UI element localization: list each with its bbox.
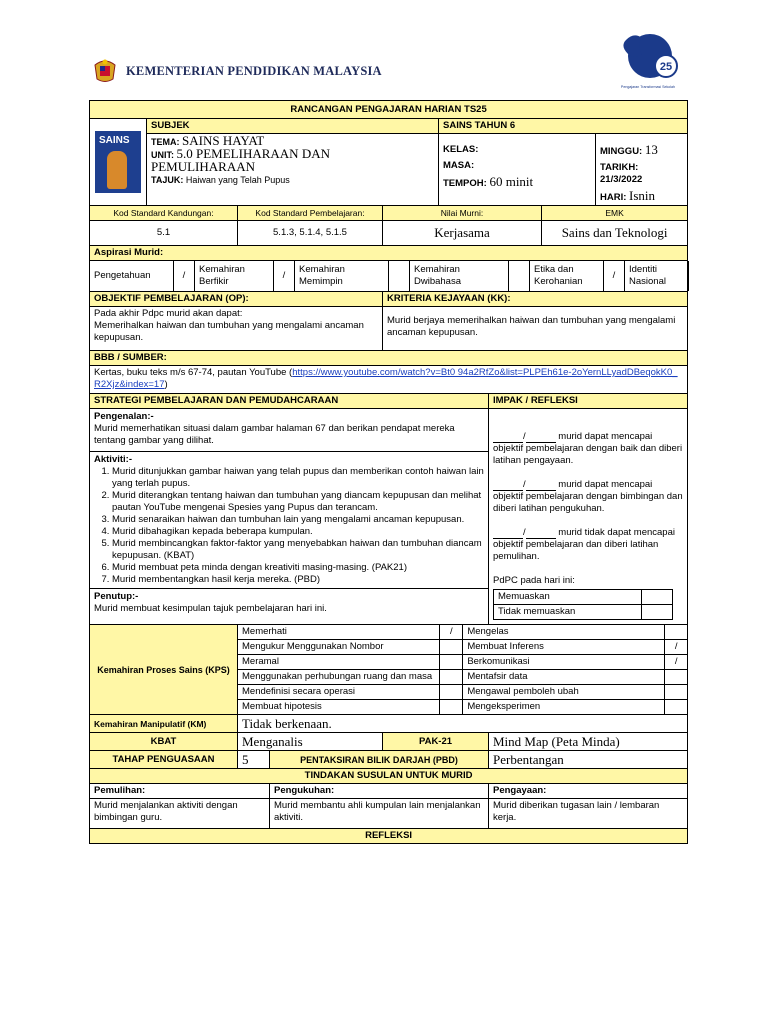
kbat-label: KBAT <box>90 733 238 751</box>
pbd-label: PENTAKSIRAN BILIK DARJAH (PBD) <box>270 751 489 769</box>
pengayaan-text: Murid diberikan tugasan lain / lembaran kerja. <box>489 799 688 829</box>
pak-value: Mind Map (Peta Minda) <box>489 733 688 751</box>
pdpc-table <box>493 589 673 620</box>
malaysia-crest-icon <box>92 57 118 85</box>
aspirasi-label: Aspirasi Murid: <box>90 246 688 261</box>
ksk-value: 5.1 <box>90 221 238 246</box>
aktiviti-label: Aktiviti:- <box>94 454 132 465</box>
aspirasi-dwibahasa-mark <box>509 261 530 291</box>
km-label: Kemahiran Manipulatif (KM) <box>90 715 238 733</box>
kps-inferens: Membuat Inferens <box>463 640 665 655</box>
tema-value: SAINS HAYAT <box>182 133 265 148</box>
kps-mengukur: Mengukur Menggunakan Nombor <box>238 640 440 655</box>
strategi-cell <box>90 409 489 625</box>
impak-label: IMPAK / REFLEKSI <box>489 394 688 409</box>
aspirasi-grid <box>90 261 689 291</box>
kps-mengeksperimen-mark <box>665 700 688 715</box>
kps-berkomunikasi-mark: / <box>665 655 688 670</box>
aspirasi-etika: Etika dan Kerohanian <box>530 261 604 291</box>
penutup-text: Murid membuat kesimpulan tajuk pembelajaran hari ini. <box>94 603 327 614</box>
tajuk-value: Haiwan yang Telah Pupus <box>185 175 290 185</box>
aspirasi-dwibahasa: Kemahiran Dwibahasa <box>410 261 509 291</box>
kk-text: Murid berjaya memerihalkan haiwan dan tumbuhan yang mengalami ancaman kepupusan. <box>383 307 688 351</box>
ksp-label: Kod Standard Pembelajaran: <box>238 206 383 221</box>
tajuk-label: TAJUK: <box>151 175 184 185</box>
subjek-label: SUBJEK <box>147 119 439 134</box>
emk-value: Sains dan Teknologi <box>542 221 688 246</box>
ts25-logo <box>614 26 682 92</box>
memuaskan-label: Memuaskan <box>494 590 642 605</box>
tema-label: TEMA: <box>151 137 180 147</box>
strategi-label: STRATEGI PEMBELAJARAN DAN PEMUDAHCARAAN <box>90 394 489 409</box>
op-label: OBJEKTIF PEMBELAJARAN (OP): <box>90 292 383 307</box>
kps-mengawal: Mengawal pemboleh ubah <box>463 685 665 700</box>
kps-cell <box>238 625 688 715</box>
lesson-plan-sheet <box>89 100 687 888</box>
kps-ruang-masa: Menggunakan perhubungan ruang dan masa <box>238 670 440 685</box>
km-value: Tidak berkenaan. <box>238 715 688 733</box>
aspirasi-memimpin: Kemahiran Memimpin <box>295 261 389 291</box>
hari-label: HARI: <box>600 192 627 203</box>
tindakan-label: TINDAKAN SUSULAN UNTUK MURID <box>90 769 688 784</box>
kps-mengukur-mark <box>440 640 463 655</box>
aspirasi-etika-mark: / <box>604 261 625 291</box>
aktiviti-item: 6. Murid membuat peta minda dengan kreativiti masing-masing. (PAK21) <box>112 562 484 574</box>
aspirasi-berfikir-mark: / <box>274 261 295 291</box>
kps-mengeksperimen: Mengeksperimen <box>463 700 665 715</box>
kps-mentafsir: Mentafsir data <box>463 670 665 685</box>
ksp-value: 5.1.3, 5.1.4, 5.1.5 <box>238 221 383 246</box>
tema-unit-tajuk <box>147 134 439 206</box>
unit-value: 5.0 PEMELIHARAAN DAN PEMULIHARAAN <box>151 146 330 174</box>
emk-label: EMK <box>542 206 688 221</box>
youtube-link[interactable]: https://www.youtube.com/watch?v=Bt0 94a2RfZo&list=PLPEh61e-2oYernLLyadDBeqokK0_R2Xjz&index=17 <box>94 367 678 390</box>
kps-mengelas-mark <box>665 625 688 640</box>
kps-memerhati: Memerhati <box>238 625 440 640</box>
tarikh-label: TARIKH: <box>600 162 639 173</box>
kk-label: KRITERIA KEJAYAAN (KK): <box>383 292 688 307</box>
masa-label: MASA: <box>443 160 475 171</box>
op-intro: Pada akhir Pdpc murid akan dapat: <box>94 308 243 319</box>
impak-pemulihan: / murid tidak dapat mencapai objektif pembelajaran dan diberi latihan pemulihan. <box>493 527 675 562</box>
pengayaan-label: Pengayaan: <box>489 784 688 799</box>
kps-berkomunikasi: Berkomunikasi <box>463 655 665 670</box>
kps-label: Kemahiran Proses Sains (KPS) <box>90 625 238 715</box>
pengenalan-text: Murid memerhatikan situasi dalam gambar halaman 67 dan berikan pendapat mereka tentang gambar yang dilihat. <box>94 423 455 446</box>
tidak-memuaskan-checkbox[interactable] <box>642 605 673 620</box>
tempoh-label: TEMPOH: <box>443 178 487 189</box>
pengukuhan-label: Pengukuhan: <box>270 784 489 799</box>
aspirasi-memimpin-mark <box>389 261 410 291</box>
aspirasi-pengetahuan-mark: / <box>174 261 195 291</box>
kps-mengawal-mark <box>665 685 688 700</box>
aktiviti-item: 2. Murid diterangkan tentang haiwan dan tumbuhan yang diancam kepupusan dan melihat pautan YouTube mengenai Spesies yang Pupus dan terancam. <box>112 490 484 514</box>
aspirasi-berfikir: Kemahiran Berfikir <box>195 261 274 291</box>
pbd-value: Perbentangan <box>489 751 688 769</box>
ts25-logo-subtitle: Pengajaran Transformasi Sekolah <box>620 85 676 89</box>
penutup-label: Penutup:- <box>94 591 139 602</box>
kps-mentafsir-mark <box>665 670 688 685</box>
kps-hipotesis-mark <box>440 700 463 715</box>
aktiviti-item: 7. Murid membentangkan hasil kerja mereka. (PBD) <box>112 574 484 586</box>
refleksi-label: REFLEKSI <box>90 829 688 844</box>
kelas-masa-tempoh <box>439 134 596 206</box>
impak-cell <box>489 409 688 625</box>
ministry-header <box>92 56 382 86</box>
kbat-value: Menganalis <box>238 733 383 751</box>
tempoh-value: 60 minit <box>489 174 534 189</box>
textbook-cover-title: SAINS <box>99 135 130 146</box>
ministry-name: KEMENTERIAN PENDIDIKAN MALAYSIA <box>126 63 382 78</box>
textbook-cover <box>90 119 147 206</box>
pak-label: PAK-21 <box>383 733 489 751</box>
bbb-cell <box>90 366 688 394</box>
pemulihan-label: Pemulihan: <box>90 784 270 799</box>
kelas-label: KELAS: <box>443 144 479 155</box>
op-text: Memerihalkan haiwan dan tumbuhan yang mengalami ancaman kepupusan. <box>94 320 364 343</box>
tahap-value: 5 <box>238 751 270 769</box>
pdpc-label: PdPC pada hari ini: <box>493 575 575 586</box>
memuaskan-checkbox[interactable] <box>642 590 673 605</box>
hari-value: Isnin <box>629 188 656 203</box>
aktiviti-item: 3. Murid senaraikan haiwan dan tumbuhan lain yang mengalami ancaman kepupusan. <box>112 514 484 526</box>
kps-mengelas: Mengelas <box>463 625 665 640</box>
pengenalan-label: Pengenalan:- <box>94 411 154 422</box>
bbb-label: BBB / SUMBER: <box>90 351 688 366</box>
aktiviti-item: 5. Murid membincangkan faktor-faktor yang menyebabkan haiwan dan tumbuhan diancam kepupusan. (KBAT) <box>112 538 484 562</box>
minggu-label: MINGGU: <box>600 146 643 157</box>
kps-grid <box>238 625 687 714</box>
kps-memerhati-mark: / <box>440 625 463 640</box>
impak-bimbingan: / murid dapat mencapai objektif pembelajaran dengan bimbingan dan diberi latihan pengukuhan. <box>493 479 683 514</box>
aktiviti-list <box>94 466 484 586</box>
subjek-value: SAINS TAHUN 6 <box>439 119 688 134</box>
nilai-label: Nilai Murni: <box>383 206 542 221</box>
ts25-logo-number: 25 <box>659 61 673 73</box>
kps-mendefinisi-mark <box>440 685 463 700</box>
tarikh-value: 21/3/2022 <box>600 174 643 185</box>
nilai-value: Kerjasama <box>383 221 542 246</box>
unit-label: UNIT: <box>151 150 174 160</box>
tidak-memuaskan-label: Tidak memuaskan <box>494 605 642 620</box>
impak-baik: / murid dapat mencapai objektif pembelajaran dengan baik dan diberi latihan pengayaan. <box>493 431 683 466</box>
kps-meramal: Meramal <box>238 655 440 670</box>
kps-meramal-mark <box>440 655 463 670</box>
ksk-label: Kod Standard Kandungan: <box>90 206 238 221</box>
kps-mendefinisi: Mendefinisi secara operasi <box>238 685 440 700</box>
aspirasi-identiti: Identiti Nasional <box>625 261 689 291</box>
aktiviti-item: 1. Murid ditunjukkan gambar haiwan yang telah pupus dan memberikan contoh haiwan lain yang terlah pupus. <box>112 466 484 490</box>
minggu-tarikh-hari <box>596 134 688 206</box>
op-cell <box>90 307 383 351</box>
kps-ruang-masa-mark <box>440 670 463 685</box>
aspirasi-pengetahuan: Pengetahuan <box>90 261 174 291</box>
lesson-plan-table <box>89 100 688 844</box>
kps-inferens-mark: / <box>665 640 688 655</box>
aspirasi-row <box>90 261 688 292</box>
bbb-text: Kertas, buku teks m/s 67-74, pautan YouTube ( <box>94 367 293 378</box>
minggu-value: 13 <box>644 142 658 157</box>
aktiviti-item: 4. Murid dibahagikan kepada beberapa kumpulan. <box>112 526 484 538</box>
pengukuhan-text: Murid membantu ahli kumpulan lain menjalankan aktiviti. <box>270 799 489 829</box>
kps-hipotesis: Membuat hipotesis <box>238 700 440 715</box>
tahap-label: TAHAP PENGUASAAN <box>90 751 238 769</box>
bbb-close: ) <box>164 379 168 390</box>
plan-title: RANCANGAN PENGAJARAN HARIAN TS25 <box>90 101 688 119</box>
pemulihan-text: Murid menjalankan aktiviti dengan bimbingan guru. <box>90 799 270 829</box>
